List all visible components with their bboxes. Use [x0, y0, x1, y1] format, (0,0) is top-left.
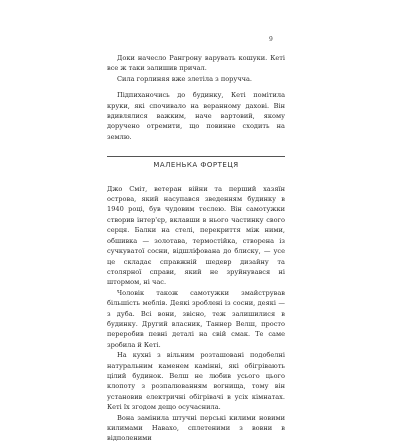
section-heading: МАЛЕНЬКА ФОРТЕЦЯ	[107, 156, 285, 173]
paragraph: Джо Сміт, ветеран війни та перший хазяїн острова, який насупався зведенням будинку в 1940 році, був чудовим теслею. Він самотужки створив інтер'єр, вклавши в нього частинку свого серця. Балки на стелі, перекриття між ними, обшивка — золотава, термостійка, створена із сучкуватої сосни, відшліфована до блиску, — усе це складає справжній шедевр дизайну та столярної справи, який не зруйнувався ні штормом, ні час.	[107, 184, 285, 287]
paragraph: На кухні з вільним розташовані подобелні натуральним каменем камінні, які обігрівають цілий будинок. Велш не любив усього цього клопоту з розпалюванням вогнища, тому він установив електричні обігрівачі в усіх кімнатах. Кеті їх згодом дещо осучаснила.	[107, 351, 285, 412]
text-block	[107, 53, 285, 444]
page-number: 9	[269, 36, 273, 43]
paragraph: Доки начесло Рангрону варувать кошуки. Кеті все ж таки залишив причал.	[107, 54, 285, 73]
paragraph: Підпиханочись до будинку, Кеті помітила круки, які спочивало на веранному дахові. Він вдивлялися важким, наче вартовий, якому доручено отремити, що повинне сходить на землю.	[107, 91, 285, 141]
paragraph: Сила горлиняя вже злетіла з поручча.	[117, 74, 253, 83]
paragraph: Вона замінила штучні перські килими новими килимами Навахо, сплетеними з вовни в відполеними	[107, 413, 285, 443]
paragraph: Чоловік також самотужки змайстрував більшість меблів. Деякі зроблені із сосни, деякі — з дуба. Всі вони, звісно, теж залишилися в будинку. Другий власник, Таннер Велш, просто переробив певні деталі на свій смак. Те саме зробила й Кеті.	[107, 288, 285, 349]
